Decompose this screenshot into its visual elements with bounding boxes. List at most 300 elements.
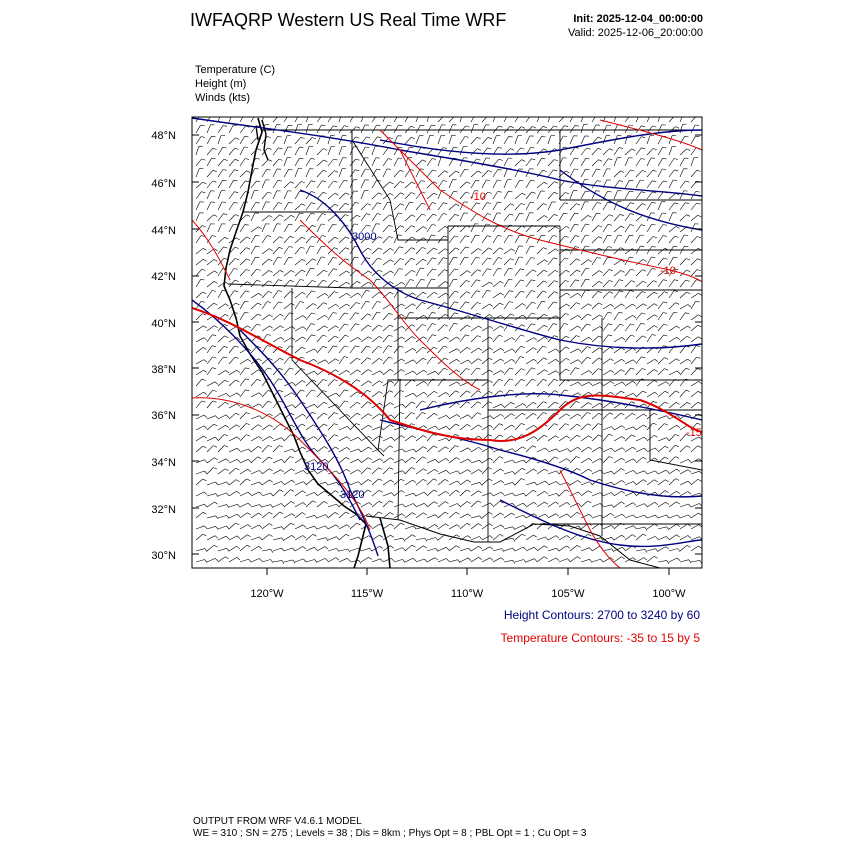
wind-barb-feather: [291, 270, 295, 272]
wind-barb: [339, 169, 342, 177]
wind-barb: [416, 479, 423, 485]
wind-barb-feather: [388, 159, 392, 160]
wind-barb: [361, 114, 364, 122]
wind-barb-feather: [478, 425, 481, 427]
wind-barb: [240, 237, 247, 243]
wind-barb-feather: [631, 324, 635, 325]
wind-barb-feather: [677, 469, 680, 471]
wind-barb-feather: [336, 537, 339, 540]
wind-barb: [647, 136, 650, 145]
wind-barb-feather: [300, 302, 304, 303]
wind-barb-feather: [336, 447, 339, 449]
wind-barb: [196, 360, 204, 364]
wind-barb: [581, 260, 588, 265]
wind-barb-feather: [359, 560, 361, 563]
wind-barb-feather: [390, 501, 394, 503]
wind-barb: [460, 459, 468, 463]
wind-barb: [460, 402, 467, 408]
wind-barb-feather: [267, 335, 271, 336]
wind-barb-feather: [366, 258, 370, 259]
wind-barb: [317, 447, 324, 453]
contour-label: 3120: [340, 489, 365, 501]
wind-barb-feather: [643, 534, 647, 536]
contour-labels: [304, 191, 702, 501]
wind-barb-feather: [454, 191, 458, 192]
wind-barb: [427, 434, 433, 441]
wind-barb-feather: [269, 480, 272, 482]
wind-barb-feather: [311, 203, 315, 204]
wind-barb: [372, 325, 379, 331]
wind-barb: [207, 202, 211, 210]
wind-barb: [317, 315, 325, 320]
wind-barb: [680, 203, 685, 210]
wind-barb-feather: [423, 546, 426, 548]
wind-barb-feather: [367, 204, 371, 206]
wind-barb-feather: [500, 391, 504, 393]
wind-barb-feather: [640, 246, 644, 247]
wind-barb: [328, 558, 336, 562]
wind-barb: [317, 270, 324, 276]
wind-barb: [273, 538, 282, 540]
wind-barb: [328, 413, 334, 420]
wind-barb: [394, 170, 400, 177]
wind-barb: [625, 482, 633, 486]
wind-barb-feather: [565, 390, 569, 391]
wind-barb: [229, 114, 232, 122]
wind-barb-feather: [608, 235, 612, 236]
wind-barb: [526, 490, 533, 496]
wind-barb: [416, 302, 422, 309]
wind-barb-feather: [335, 370, 338, 372]
wind-barb-feather: [379, 270, 383, 272]
wind-barb-feather: [258, 359, 261, 361]
wind-barb: [218, 459, 226, 463]
wind-barb: [306, 259, 313, 265]
wind-barb-feather: [612, 549, 614, 552]
wind-barb-feather: [697, 270, 701, 272]
wind-barb: [295, 169, 298, 177]
wind-barb: [680, 390, 686, 397]
wind-barb: [570, 136, 574, 144]
wind-barb: [251, 303, 258, 309]
wind-barb: [306, 313, 312, 320]
wind-barb: [295, 125, 298, 134]
wind-barb: [295, 559, 304, 562]
wind-barb-feather: [436, 538, 438, 541]
wind-barb-feather: [433, 214, 437, 215]
wind-barb: [515, 304, 522, 310]
wind-barb: [515, 357, 520, 364]
wind-barb-feather: [213, 401, 217, 402]
wind-barb-feather: [501, 558, 504, 561]
wind-barb: [449, 279, 453, 287]
wind-barb: [603, 235, 608, 243]
wind-barb: [229, 536, 237, 540]
wind-barb-feather: [622, 514, 625, 517]
wind-barb: [372, 559, 380, 562]
wind-barb-feather: [345, 215, 349, 217]
wind-barb: [262, 535, 269, 541]
wind-barb: [262, 457, 269, 463]
wind-barb-feather: [543, 204, 547, 206]
wind-barb: [504, 460, 512, 463]
wind-barb: [207, 125, 211, 133]
wind-barb: [218, 482, 227, 485]
wind-barb: [581, 158, 586, 166]
wind-barb: [537, 270, 544, 276]
wind-barb: [240, 449, 249, 452]
wind-barb: [372, 115, 377, 122]
wind-barb-feather: [269, 512, 272, 514]
wind-barb-feather: [323, 280, 327, 281]
wind-barb: [295, 147, 299, 155]
wind-barb-feather: [687, 402, 691, 404]
wind-barb-feather: [258, 314, 262, 316]
wind-barb: [372, 336, 379, 342]
wind-barb: [504, 180, 507, 188]
wind-barb: [196, 526, 204, 529]
wind-barb: [460, 415, 468, 419]
wind-barb-feather: [301, 390, 305, 391]
wind-barb: [493, 501, 500, 507]
wind-barb: [537, 412, 543, 419]
wind-barb-feather: [400, 258, 404, 260]
wind-barb: [328, 147, 331, 155]
wind-barb-feather: [268, 192, 272, 193]
wind-barb: [625, 149, 632, 155]
wind-barb-feather: [589, 447, 592, 449]
wind-barb-feather: [347, 304, 350, 306]
wind-barb-feather: [292, 405, 295, 408]
wind-barb: [515, 346, 521, 353]
wind-barb-feather: [311, 268, 315, 269]
wind-barb: [603, 125, 607, 133]
wind-barb: [614, 491, 622, 496]
wind-barb-feather: [403, 504, 406, 507]
wind-barb-feather: [663, 147, 667, 148]
lon-label: 110°W: [450, 588, 484, 600]
wind-barb: [427, 193, 434, 199]
contour-label: -10: [470, 191, 486, 203]
wind-barb: [559, 536, 567, 541]
wind-barb-feather: [244, 147, 248, 148]
wind-barb: [427, 548, 436, 551]
wind-barb-feather: [237, 557, 240, 560]
wind-barb-feather: [234, 170, 238, 171]
wind-barb: [592, 336, 599, 342]
wind-barb-feather: [467, 391, 471, 393]
wind-barb: [471, 413, 477, 419]
wind-barb: [350, 346, 355, 353]
wind-barb-feather: [201, 279, 205, 280]
wind-barb-feather: [257, 324, 261, 325]
wind-barb: [647, 281, 653, 287]
wind-barb-feather: [257, 269, 261, 270]
wind-barb-feather: [643, 490, 646, 492]
wind-barb-feather: [434, 490, 438, 492]
wind-barb: [317, 170, 323, 177]
wind-barb: [603, 434, 609, 441]
wind-barb: [229, 202, 234, 210]
wind-barb-feather: [630, 291, 634, 292]
wind-barb: [328, 336, 335, 342]
wind-barb-feather: [630, 225, 634, 226]
wind-barb: [372, 371, 380, 375]
wind-barb: [449, 446, 455, 453]
wind-barb: [207, 158, 212, 166]
wind-barb: [493, 534, 500, 540]
wind-barb: [471, 368, 477, 375]
wind-barb-feather: [499, 335, 503, 336]
wind-barb-feather: [314, 359, 317, 361]
wind-barb: [603, 224, 608, 232]
wind-barb: [372, 427, 380, 430]
wind-barb-feather: [567, 559, 570, 562]
wind-barb-feather: [523, 547, 526, 550]
wind-barb: [196, 549, 205, 551]
wind-barb-feather: [654, 480, 657, 482]
wind-barb: [306, 236, 312, 243]
wind-barb-feather: [424, 370, 427, 372]
wind-barb-feather: [281, 504, 284, 507]
wind-barb: [625, 170, 631, 177]
wind-barb-feather: [311, 192, 315, 193]
wind-barb: [559, 424, 565, 430]
wind-barb: [306, 515, 315, 518]
wind-barb: [482, 503, 490, 507]
wind-barb-feather: [389, 225, 393, 226]
wind-barb-feather: [487, 290, 491, 291]
wind-barb: [482, 326, 490, 331]
wind-barb-feather: [654, 435, 658, 437]
wind-barb-feather: [347, 414, 350, 416]
wind-barb-feather: [578, 360, 581, 363]
wind-barb: [691, 259, 698, 265]
wind-barb: [405, 114, 410, 122]
wind-barb-feather: [543, 346, 547, 347]
wind-barb: [438, 136, 441, 145]
wind-barb: [438, 491, 446, 496]
wind-barb: [207, 335, 212, 342]
wind-barb-feather: [424, 426, 427, 429]
wind-barb-feather: [566, 347, 570, 349]
wind-barb-feather: [346, 237, 350, 239]
wind-barb-feather: [356, 424, 360, 426]
wind-barb: [647, 370, 654, 376]
wind-barb-feather: [258, 227, 261, 229]
wind-barb-feather: [677, 425, 680, 427]
wind-barb: [625, 435, 632, 441]
wind-barb-feather: [356, 380, 360, 382]
wind-barb: [669, 502, 676, 507]
wind-barb-feather: [467, 402, 471, 404]
wind-barb-feather: [445, 502, 448, 504]
wind-barb: [229, 404, 237, 408]
wind-barb-feather: [303, 503, 306, 506]
wind-barb: [339, 534, 346, 540]
wind-barb-feather: [248, 492, 251, 495]
wind-barb: [339, 158, 343, 166]
wind-barb: [515, 560, 524, 563]
wind-barb: [592, 524, 599, 529]
wind-barb: [680, 124, 683, 133]
wind-barb-feather: [267, 302, 271, 303]
wind-barb: [361, 337, 368, 342]
wind-barb-feather: [577, 545, 581, 547]
wind-barb-feather: [588, 314, 592, 316]
wind-barb-feather: [225, 469, 228, 471]
wind-barb-feather: [446, 337, 449, 339]
wind-barb-feather: [390, 369, 393, 371]
wind-barb-feather: [391, 493, 394, 496]
wind-barb: [350, 523, 357, 529]
wind-barb-feather: [586, 279, 590, 280]
wind-barb-feather: [224, 247, 228, 248]
wind-barb-feather: [666, 547, 669, 550]
wind-barb-feather: [216, 494, 218, 497]
wind-barb: [680, 336, 687, 342]
wind-barb-feather: [346, 501, 350, 503]
wind-barb-feather: [389, 236, 393, 237]
wind-barb: [592, 559, 601, 562]
wind-barb-feather: [380, 448, 383, 451]
wind-barb-feather: [347, 558, 350, 561]
wind-barb: [504, 379, 510, 386]
wind-barb: [262, 160, 268, 166]
wind-barb-feather: [411, 226, 415, 228]
wind-barb-feather: [379, 501, 383, 503]
wind-barb: [614, 235, 618, 243]
wind-barb-feather: [665, 457, 669, 459]
wind-barb-feather: [688, 460, 691, 463]
wind-barb: [306, 547, 314, 551]
wind-barb: [350, 370, 357, 375]
wind-barb: [647, 148, 653, 155]
wind-barb-feather: [321, 246, 325, 247]
wind-barb-feather: [533, 413, 537, 415]
wind-barb: [691, 170, 697, 177]
wind-barb-feather: [566, 226, 570, 228]
wind-barb-feather: [557, 493, 560, 496]
wind-barb-feather: [411, 424, 415, 426]
wind-barb: [625, 360, 633, 364]
wind-barb: [471, 203, 476, 210]
wind-barb: [658, 470, 666, 474]
wind-barb-feather: [545, 491, 548, 494]
wind-barb: [570, 169, 574, 177]
wind-barb-feather: [391, 558, 394, 561]
wind-barb: [306, 181, 311, 188]
wind-barb-feather: [268, 368, 272, 369]
wind-barb: [317, 360, 325, 364]
wind-barb: [240, 312, 245, 320]
wind-barb-feather: [455, 236, 459, 237]
wind-barb-feather: [337, 504, 340, 507]
wind-barb: [614, 469, 621, 475]
wind-barb-feather: [390, 513, 394, 515]
wind-barb: [691, 236, 697, 243]
wind-barb-feather: [269, 315, 272, 317]
wind-barb: [383, 468, 389, 474]
wind-barb-feather: [674, 291, 678, 292]
wind-barb: [306, 213, 311, 221]
wind-barb: [229, 437, 237, 441]
wind-barb: [383, 346, 388, 353]
wind-barb: [504, 338, 512, 343]
wind-barb-feather: [282, 560, 284, 563]
wind-barb: [306, 501, 313, 507]
wind-barb: [339, 357, 344, 364]
wind-barb: [251, 235, 256, 243]
contour-label: 3000: [352, 231, 377, 243]
wind-barb-feather: [643, 457, 647, 459]
wind-barb: [691, 125, 695, 133]
wind-barb-feather: [400, 226, 404, 228]
wind-barb: [669, 326, 677, 331]
wind-barb-feather: [412, 457, 416, 459]
wind-barb-feather: [410, 280, 414, 281]
contour-label: 3120: [304, 461, 329, 473]
wind-barb: [493, 114, 496, 122]
wind-barb: [361, 282, 369, 287]
wind-barb-feather: [225, 336, 229, 338]
wind-barb-feather: [490, 536, 493, 539]
wind-barb: [592, 169, 596, 177]
wind-barb-feather: [644, 504, 647, 507]
wind-barb: [317, 203, 323, 210]
wind-barb: [471, 402, 478, 408]
wind-barb-feather: [379, 479, 383, 481]
wind-barb: [350, 459, 358, 463]
wind-barb: [427, 490, 434, 496]
wind-barb: [372, 479, 379, 485]
wind-barb: [537, 191, 541, 199]
wind-barb-feather: [291, 425, 294, 427]
wind-barb: [570, 336, 576, 343]
wind-barb-feather: [513, 471, 516, 474]
wind-barb: [350, 449, 359, 452]
wind-barb-feather: [531, 147, 535, 148]
wind-barb-feather: [368, 490, 372, 492]
wind-barb-feather: [247, 535, 250, 537]
wind-barb: [636, 235, 640, 243]
wind-barb: [405, 413, 411, 420]
wind-barb-feather: [487, 214, 491, 215]
wind-barb-feather: [423, 457, 427, 459]
wind-barb-feather: [567, 304, 570, 306]
wind-barb: [537, 358, 544, 364]
wind-barb: [273, 548, 282, 551]
wind-barb-feather: [465, 302, 469, 303]
wind-barb: [284, 191, 288, 199]
wind-barb-feather: [677, 371, 680, 374]
wind-barb-feather: [325, 315, 328, 317]
wind-barb: [295, 259, 302, 265]
wind-barb-feather: [695, 136, 699, 137]
wind-barb: [592, 369, 598, 375]
wind-barb-feather: [455, 446, 459, 448]
wind-barb-feather: [377, 203, 381, 204]
wind-barb-feather: [436, 548, 439, 551]
wind-barb-feather: [325, 293, 328, 295]
wind-barb-feather: [422, 302, 426, 303]
wind-barb-feather: [378, 346, 382, 348]
wind-barb: [427, 371, 435, 375]
wind-barb: [284, 535, 292, 540]
wind-barb-feather: [564, 213, 568, 214]
wind-barb-feather: [501, 404, 504, 407]
wind-barb-feather: [554, 391, 558, 393]
